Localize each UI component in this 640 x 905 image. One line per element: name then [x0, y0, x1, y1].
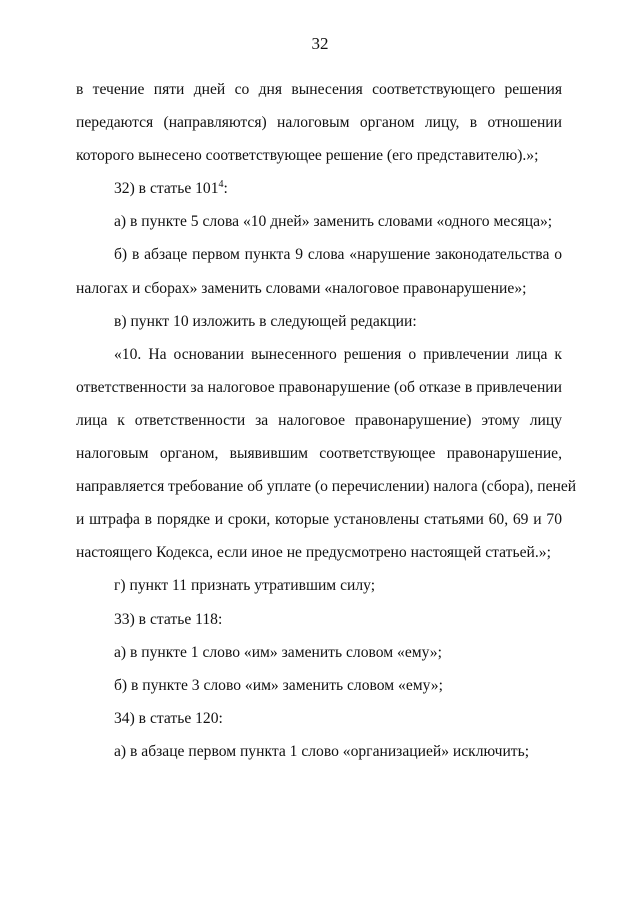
item-text-end: :	[223, 180, 228, 198]
superscript: 4	[218, 179, 224, 191]
paragraph-item-32	[76, 172, 562, 205]
text-line: б) в абзаце первом пункта 9 слова «нарушение законодательства о	[114, 246, 562, 264]
text-line: в течение пяти дней со дня вынесения соответствующего решения	[76, 81, 562, 98]
paragraph-subitem-b-118	[76, 669, 562, 702]
text-line: 33) в статье 118:	[114, 610, 223, 628]
text-line: ответственности за налоговое правонарушение (об отказе в привлечении	[76, 378, 562, 396]
text-line: а) в пункте 5 слова «10 дней» заменить словами «одного месяца»;	[114, 213, 553, 231]
text-line: г) пункт 11 признать утратившим силу;	[114, 577, 376, 595]
paragraph-quote-10	[76, 338, 577, 570]
text-line: 34) в статье 120:	[114, 709, 223, 727]
paragraph-continuation	[76, 73, 562, 172]
paragraph-subitem-a-118	[76, 636, 562, 669]
text-line: в) пункт 10 изложить в следующей редакции:	[114, 312, 417, 330]
paragraph-item-33	[76, 603, 562, 636]
paragraph-subitem-a-120	[76, 735, 562, 768]
paragraph-subitem-a	[76, 205, 562, 238]
text-line: б) в пункте 3 слово «им» заменить словом «ему»;	[114, 676, 443, 694]
paragraph-item-34	[76, 702, 562, 735]
item-text: 32) в статье 101	[114, 180, 219, 198]
document-body	[76, 73, 577, 768]
paragraph-subitem-v	[76, 305, 562, 338]
text-line: которого вынесено соответствующее решение (его представителю).»;	[76, 147, 539, 165]
text-line: «10. На основании вынесенного решения о привлечении лица к	[114, 345, 562, 363]
text-line: передаются (направляются) налоговым органом лицу, в отношении	[76, 114, 562, 132]
text-line: и штрафа в порядке и сроки, которые установлены статьями 60, 69 и 70	[76, 511, 562, 529]
text-line: налогах и сборах» заменить словами «налоговое правонарушение»;	[76, 279, 527, 297]
text-line: налоговым органом, выявившим соответствующее правонарушение,	[76, 445, 562, 463]
paragraph-subitem-g	[76, 569, 562, 602]
text-line: настоящего Кодекса, если иное не предусмотрено настоящей статьей.»;	[76, 544, 551, 562]
text-line: а) в пункте 1 слово «им» заменить словом «ему»;	[114, 643, 442, 661]
page-number: 32	[311, 34, 329, 53]
text-line	[76, 172, 562, 205]
paragraph-subitem-b	[76, 238, 562, 304]
text-line: а) в абзаце первом пункта 1 слово «организацией» исключить;	[114, 742, 530, 760]
text-line: лица к ответственности за налоговое правонарушение) этому лицу	[76, 411, 562, 429]
text-line: направляется требование об уплате (о перечислении) налога (сбора), пеней	[76, 478, 577, 496]
